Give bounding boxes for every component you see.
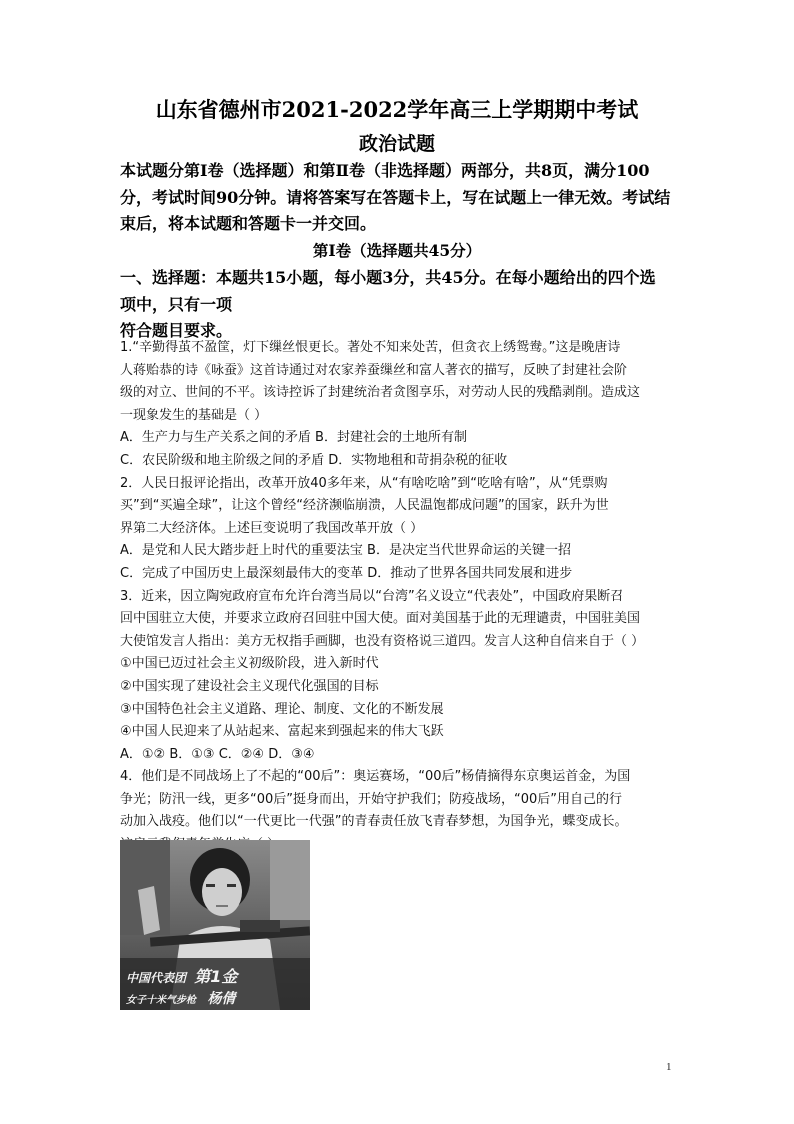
question-line: 2．人民日报评论指出，改革开放40多年来，从“有啥吃啥”到“吃啥有啥”，从“凭票购 (120, 475, 608, 491)
page-subtitle: 政治试题 (358, 133, 435, 155)
section-heading: 第Ⅰ卷（选择题共45分） (312, 241, 482, 260)
page-title: 山东省德州市2021-2022学年高三上学期期中考试 (155, 97, 639, 122)
section-instructions (120, 265, 680, 345)
question-line: 人蒋贻恭的诗《咏蚕》这首诗通过对农家养蚕缫丝和富人著衣的描写，反映了封建社会阶 (120, 362, 628, 378)
athlete-photo (120, 840, 310, 1010)
option-line: A．生产力与生产关系之间的矛盾 B．封建社会的土地所有制 (120, 430, 467, 446)
question-line: 3．近来，因立陶宛政府宣布允许台湾当局以“台湾”名义设立“代表处”，中国政府果断召 (120, 588, 624, 604)
option-line: C．农民阶级和地主阶级之间的矛盾 D．实物地租和苛捐杂税的征收 (120, 452, 508, 468)
question-line: 回中国驻立大使，并要求立政府召回驻中国大使。面对美国基于此的无理谴责，中国驻美国 (120, 611, 641, 627)
exam-intro (120, 158, 680, 238)
question-line: 买”到“买遍全球”，让这个曾经“经济濒临崩溃，人民温饱都成问题”的国家，跃升为世 (120, 498, 609, 514)
statement-line: ②中国实现了建设社会主义现代化强国的目标 (120, 678, 379, 694)
option-line: A．①② B．①③ C．②④ D．③④ (120, 746, 315, 762)
intro-line: 分，考试时间90分钟。请将答案写在答题卡上，写在试题上一律无效。考试结 (120, 187, 671, 207)
option-line: C．完成了中国历史上最深刻最伟大的变革 D．推动了世界各国共同发展和进步 (120, 565, 573, 581)
instruction-line: 项中，只有一项 (120, 294, 233, 314)
question-line: 大使馆发言人指出：美方无权指手画脚，也没有资格说三道四。发言人这种自信来自于（ ） (120, 633, 645, 649)
statement-line: ③中国特色社会主义道路、理论、制度、文化的不断发展 (120, 701, 444, 717)
photo-caption-team: 中国代表团 (126, 971, 187, 985)
statement-line: ④中国人民迎来了从站起来、富起来到强起来的伟大飞跃 (120, 724, 444, 740)
question-body (120, 337, 680, 857)
instruction-line: 一、选择题：本题共15小题，每小题3分，共45分。在每小题给出的四个选 (120, 268, 656, 287)
option-line: A．是党和人民大踏步赶上时代的重要法宝 B．是决定当代世界命运的关键一招 (120, 543, 571, 559)
question-line: 1.“辛勤得茧不盈筐，灯下缫丝恨更长。著处不知来处苦，但贪衣上绣鸳鸯。”这是晚唐诗 (120, 340, 621, 355)
photo-caption-row (126, 964, 237, 987)
question-line: 动加入战疫。他们以“一代更比一代强”的青春责任放飞青春梦想，为国争光，蝶变成长。 (120, 814, 628, 830)
photo-caption-row (126, 988, 235, 1008)
question-line: 4．他们是不同战场上了不起的“00后”：奥运赛场，“00后”杨倩摘得东京奥运首金，为国 (120, 769, 631, 785)
page-number: 1 (666, 1061, 672, 1073)
question-line: 一现象发生的基础是（ ） (120, 407, 268, 423)
question-line: 界第二大经济体。上述巨变说明了我国改革开放（ ） (120, 520, 424, 536)
photo-caption-gold: 第1金 (194, 967, 238, 986)
photo-caption-athlete: 杨倩 (207, 991, 236, 1007)
instruction-line: 符合题目要求。 (120, 321, 233, 340)
statement-line: ①中国已迈过社会主义初级阶段，进入新时代 (120, 656, 379, 672)
photo-caption-event: 女子十米气步枪 (126, 995, 196, 1006)
intro-line: 本试题分第Ⅰ卷（选择题）和第Ⅱ卷（非选择题）两部分，共8页，满分100 (120, 161, 650, 180)
question-line: 争光；防汛一线，更多“00后”挺身而出，开始守护我们；防疫战场，“00后”用自己的行 (120, 791, 623, 807)
intro-line: 束后，将本试题和答题卡一并交回。 (120, 214, 377, 233)
question-line: 级的对立、世间的不平。该诗控诉了封建统治者贪图享乐，对劳动人民的残酷剥削。造成这 (120, 385, 641, 401)
